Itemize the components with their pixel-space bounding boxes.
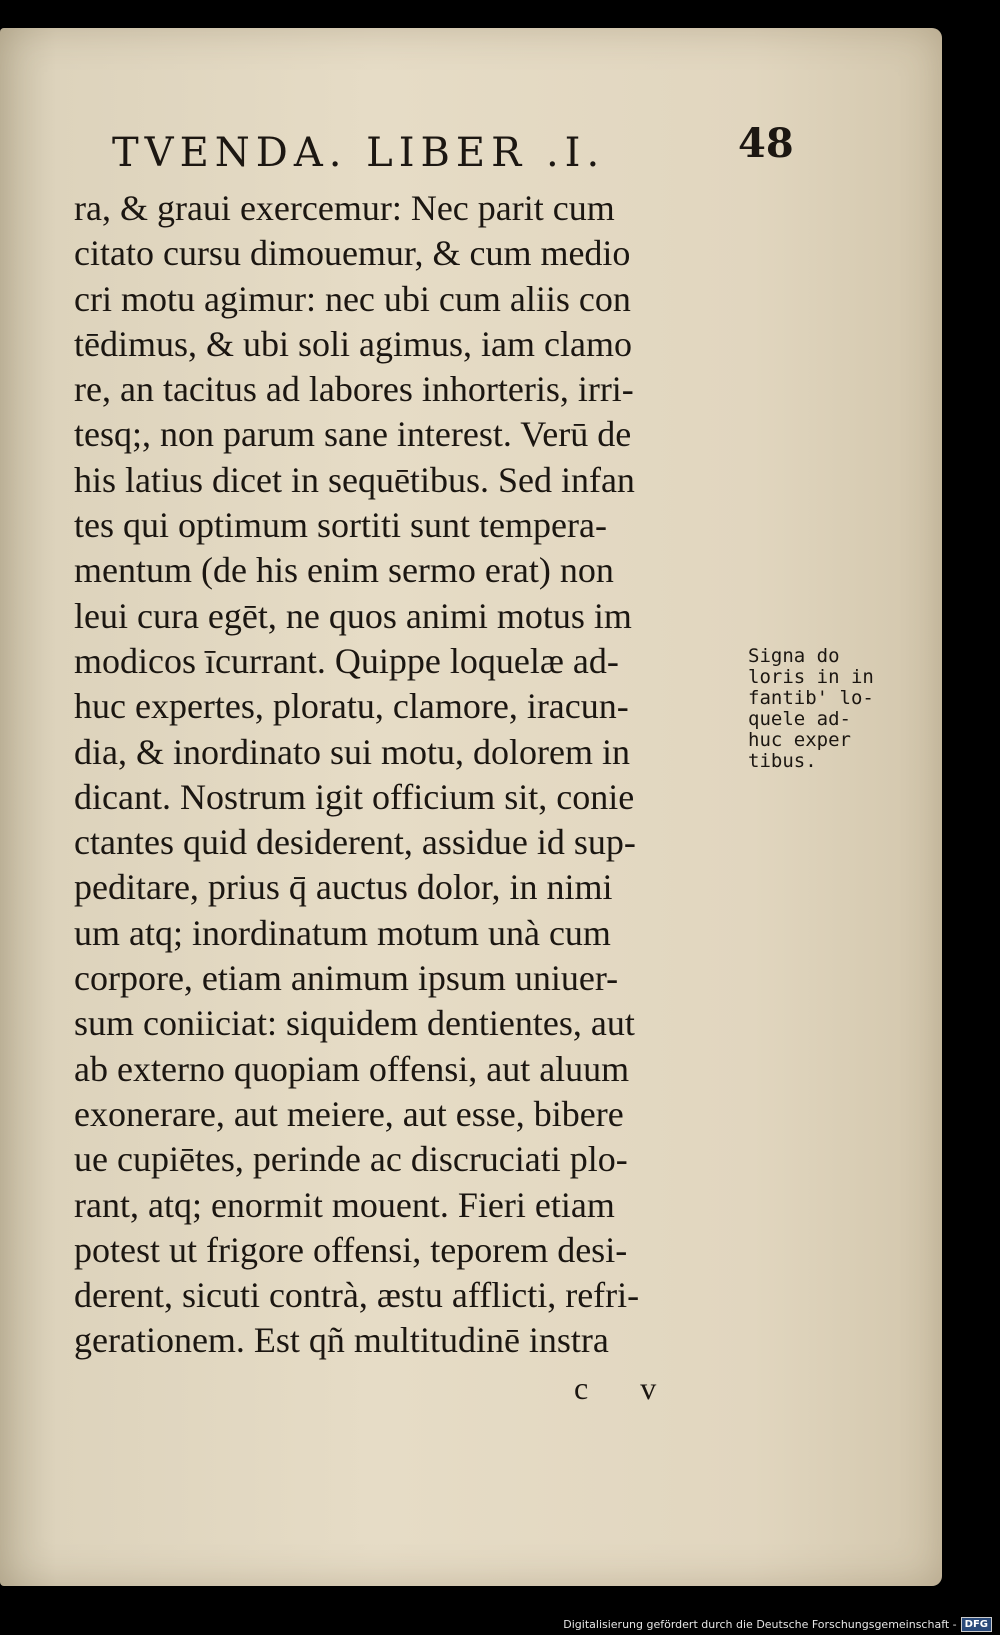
text-line: derent, sicuti contrà, æstu afflicti, refri-: [74, 1275, 640, 1316]
text-line: mentum (de his enim sermo erat) non: [74, 550, 614, 591]
digitization-credit: [563, 1615, 992, 1633]
page-header: [112, 112, 794, 176]
signature-mark: c v: [574, 1370, 679, 1406]
text-line: ue cupiētes, perinde ac discruciati plo-: [74, 1139, 628, 1180]
text-line: modicos īcurrant. Quippe loquelæ ad-: [74, 640, 619, 681]
text-line: um atq; inordinatum motum unà cum: [74, 912, 611, 953]
text-line: sum coniiciat: siquidem dentientes, aut: [74, 1003, 635, 1044]
text-line: exonerare, aut meiere, aut esse, bibere: [74, 1093, 624, 1134]
text-line: tēdimus, & ubi soli agimus, iam clamo: [74, 323, 632, 364]
book-page: [0, 28, 942, 1586]
marginal-line: quele ad-: [748, 708, 851, 730]
text-line: cri motu agimur: nec ubi cum aliis con: [74, 278, 631, 319]
text-line: ra, & graui exercemur: Nec parit cum: [74, 188, 615, 228]
text-line: his latius dicet in sequētibus. Sed infan: [74, 459, 635, 500]
marginal-line: Signa do: [748, 645, 840, 667]
marginal-line: fantib' lo-: [748, 687, 874, 709]
text-line: ab externo quopiam offensi, aut aluum: [74, 1048, 630, 1089]
dfg-logo-icon: DFG: [961, 1617, 992, 1632]
marginal-line: huc exper: [748, 729, 851, 751]
text-line: re, an tacitus ad labores inhorteris, irri-: [74, 369, 634, 410]
marginal-note: [748, 646, 878, 772]
text-line: dia, & inordinato sui motu, dolorem in: [74, 731, 630, 772]
text-line: corpore, etiam animum ipsum uniuer-: [74, 958, 619, 999]
text-line: rant, atq; enormit mouent. Fieri etiam: [74, 1184, 615, 1225]
marginal-line: loris in in: [748, 666, 874, 688]
text-line: huc expertes, ploratu, clamore, iracun-: [74, 686, 629, 727]
credit-text: Digitalisierung gefördert durch die Deutsche Forschungsgemeinschaft -: [563, 1617, 957, 1631]
text-line: peditare, prius q̄ auctus dolor, in nimi: [74, 867, 613, 908]
text-line: ctantes quid desiderent, assidue id sup-: [74, 822, 636, 863]
body-text: [74, 186, 774, 1364]
text-line: gerationem. Est qñ multitudinē instra: [74, 1320, 609, 1361]
running-title: TVENDA. LIBER .I.: [112, 130, 606, 176]
marginal-line: tibus.: [748, 750, 817, 772]
text-line: tesq;, non parum sane interest. Verū de: [74, 414, 632, 455]
text-line: leui cura egēt, ne quos animi motus im: [74, 595, 632, 636]
folio-number: 48: [738, 120, 794, 167]
text-line: tes qui optimum sortiti sunt tempera-: [74, 505, 607, 546]
text-line: citato cursu dimouemur, & cum medio: [74, 233, 631, 274]
text-line: dicant. Nostrum igit officium sit, conie: [74, 776, 635, 817]
text-line: potest ut frigore offensi, teporem desi-: [74, 1229, 628, 1270]
